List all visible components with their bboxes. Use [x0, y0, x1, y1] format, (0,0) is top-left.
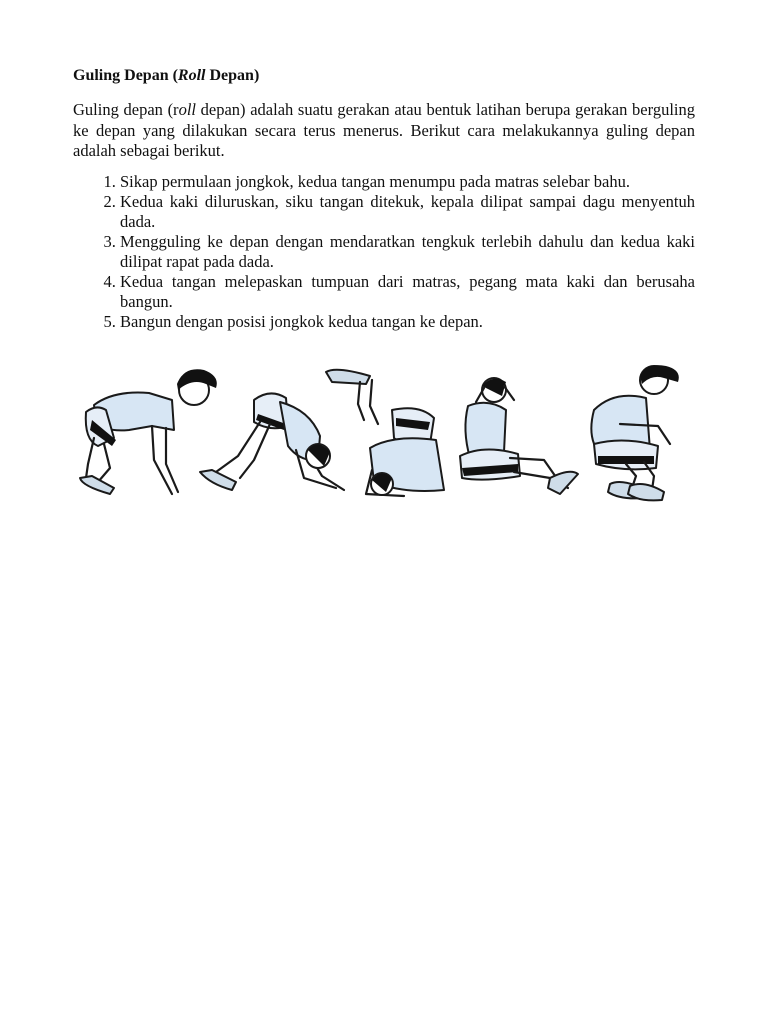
- heading-text: Guling Depan (: [73, 67, 178, 84]
- pose-1-crouch-hands-on-mat: [80, 369, 217, 494]
- list-item: 4. Kedua tangan melepaskan tumpuan dari matras, pegang mata kaki dan berusaha bangun.: [120, 272, 695, 312]
- steps-list: [73, 172, 695, 332]
- pose-2-head-tucked: [200, 393, 344, 490]
- list-item: 2. Kedua kaki diluruskan, siku tangan ditekuk, kepala dilipat sampai dagu menyentuh dada.: [120, 192, 695, 232]
- list-item: 3. Mengguling ke depan dengan mendaratkan tengkuk terlebih dahulu dan kedua kaki dilipat rapat pada dada.: [120, 232, 695, 272]
- forward-roll-sequence-image: [74, 360, 696, 510]
- intro-paragraph: [73, 100, 695, 162]
- intro-text-end: depan) adalah suatu gerakan atau bentuk latihan berupa gerakan berguling ke depan yang dilakukan secara terus menerus. Berikut cara melakukannya guling depan adalah sebagai berikut.: [73, 100, 695, 160]
- heading-text-end: Depan): [205, 67, 260, 84]
- pose-3-rolling: [326, 370, 444, 496]
- document-page: [73, 66, 695, 332]
- pose-5-squat-arms-forward: [591, 365, 678, 500]
- heading-italic: Roll: [177, 67, 206, 84]
- forward-roll-illustration: [74, 360, 696, 510]
- section-heading: [73, 66, 695, 86]
- list-item: 5. Bangun dengan posisi jongkok kedua tangan ke depan.: [120, 312, 695, 332]
- list-item: 1. Sikap permulaan jongkok, kedua tangan menumpu pada matras selebar bahu.: [120, 172, 695, 192]
- intro-text-start: Guling depan (r: [73, 100, 179, 119]
- pose-4-sitting-up: [460, 378, 578, 494]
- intro-italic: oll: [178, 100, 196, 119]
